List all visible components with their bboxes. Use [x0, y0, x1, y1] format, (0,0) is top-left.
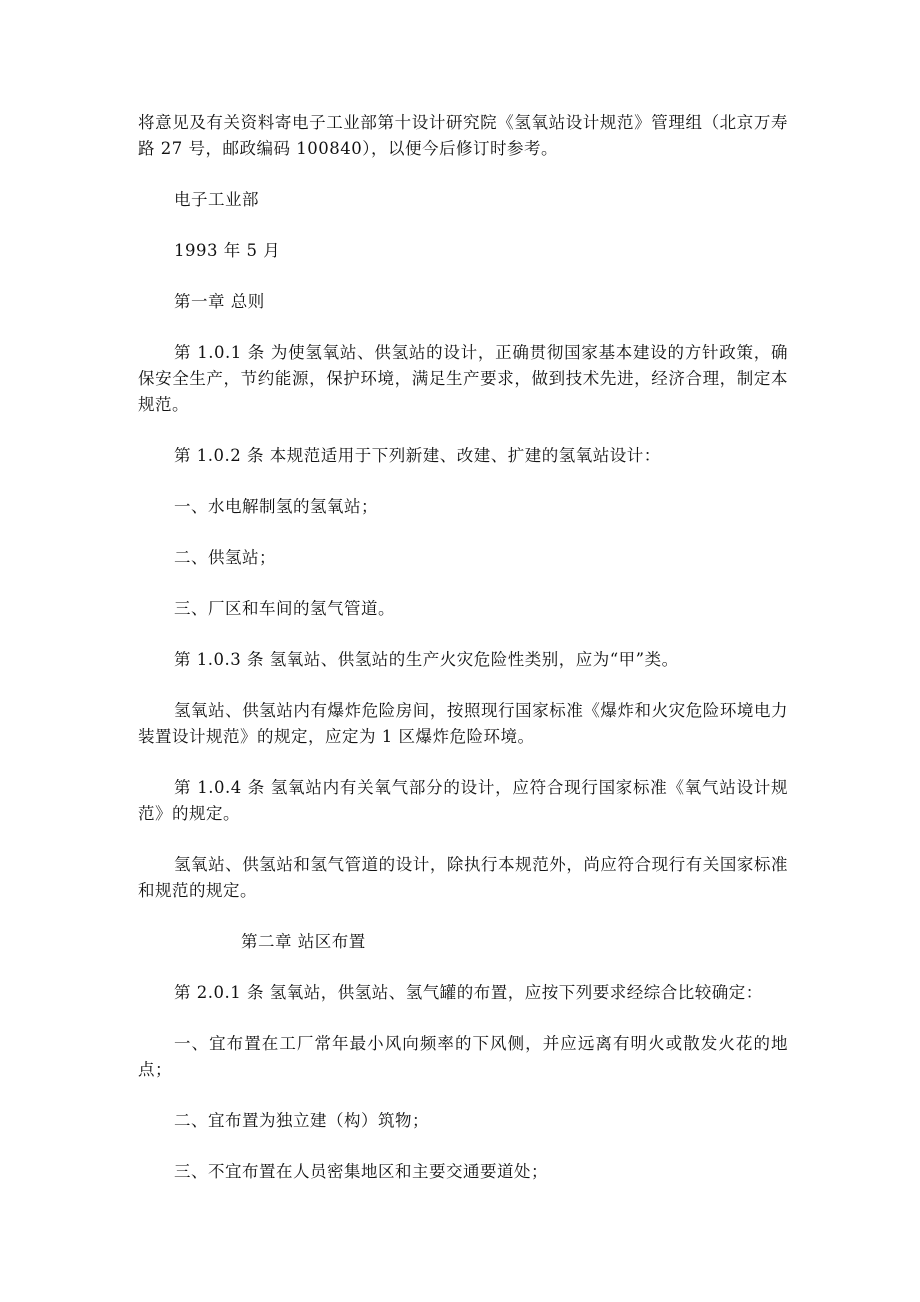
document-page — [138, 110, 788, 1210]
article-1-0-4: 第 1.0.4 条 氢氧站内有关氧气部分的设计，应符合现行国家标准《氧气站设计规范》的规定。 — [138, 778, 788, 823]
article-2-0-1: 第 2.0.1 条 氢氧站，供氢站、氢气罐的布置，应按下列要求经综合比较确定： — [174, 983, 763, 1002]
list-item-crowd: 三、不宜布置在人员密集地区和主要交通要道处； — [174, 1162, 548, 1181]
chapter-2-heading: 第二章 站区布置 — [241, 932, 366, 951]
list-item-3: 三、厂区和车间的氢气管道。 — [174, 599, 395, 618]
list-item-2: 二、供氢站； — [174, 548, 276, 567]
paragraph-explosion-zone: 氢氧站、供氢站内有爆炸危险房间，按照现行国家标准《爆炸和火灾危险环境电力装置设计规范》的规定，应定为 1 区爆炸危险环境。 — [138, 701, 788, 746]
paragraph-date: 1993 年 5 月 — [174, 241, 281, 260]
article-1-0-3: 第 1.0.3 条 氢氧站、供氢站的生产火灾危险性类别，应为“甲”类。 — [174, 650, 679, 669]
chapter-1-heading: 第一章 总则 — [174, 292, 265, 311]
article-1-0-2: 第 1.0.2 条 本规范适用于下列新建、改建、扩建的氢氧站设计： — [174, 446, 661, 465]
list-item-independent: 二、宜布置为独立建（构）筑物； — [174, 1111, 429, 1130]
paragraph-compliance: 氢氧站、供氢站和氢气管道的设计，除执行本规范外，尚应符合现行有关国家标准和规范的规定。 — [138, 855, 788, 900]
article-1-0-1: 第 1.0.1 条 为使氢氧站、供氢站的设计，正确贯彻国家基本建设的方针政策，确保安全生产，节约能源，保护环境，满足生产要求，做到技术先进，经济合理，制定本规范。 — [138, 343, 788, 414]
paragraph-contact-info: 将意见及有关资料寄电子工业部第十设计研究院《氢氧站设计规范》管理组（北京万寿路 27 号，邮政编码 100840），以便今后修订时参考。 — [138, 113, 788, 158]
list-item-wind: 一、宜布置在工厂常年最小风向频率的下风侧，并应远离有明火或散发火花的地点； — [138, 1034, 788, 1079]
list-item-1: 一、水电解制氢的氢氧站； — [174, 497, 378, 516]
paragraph-issuer: 电子工业部 — [174, 190, 259, 209]
